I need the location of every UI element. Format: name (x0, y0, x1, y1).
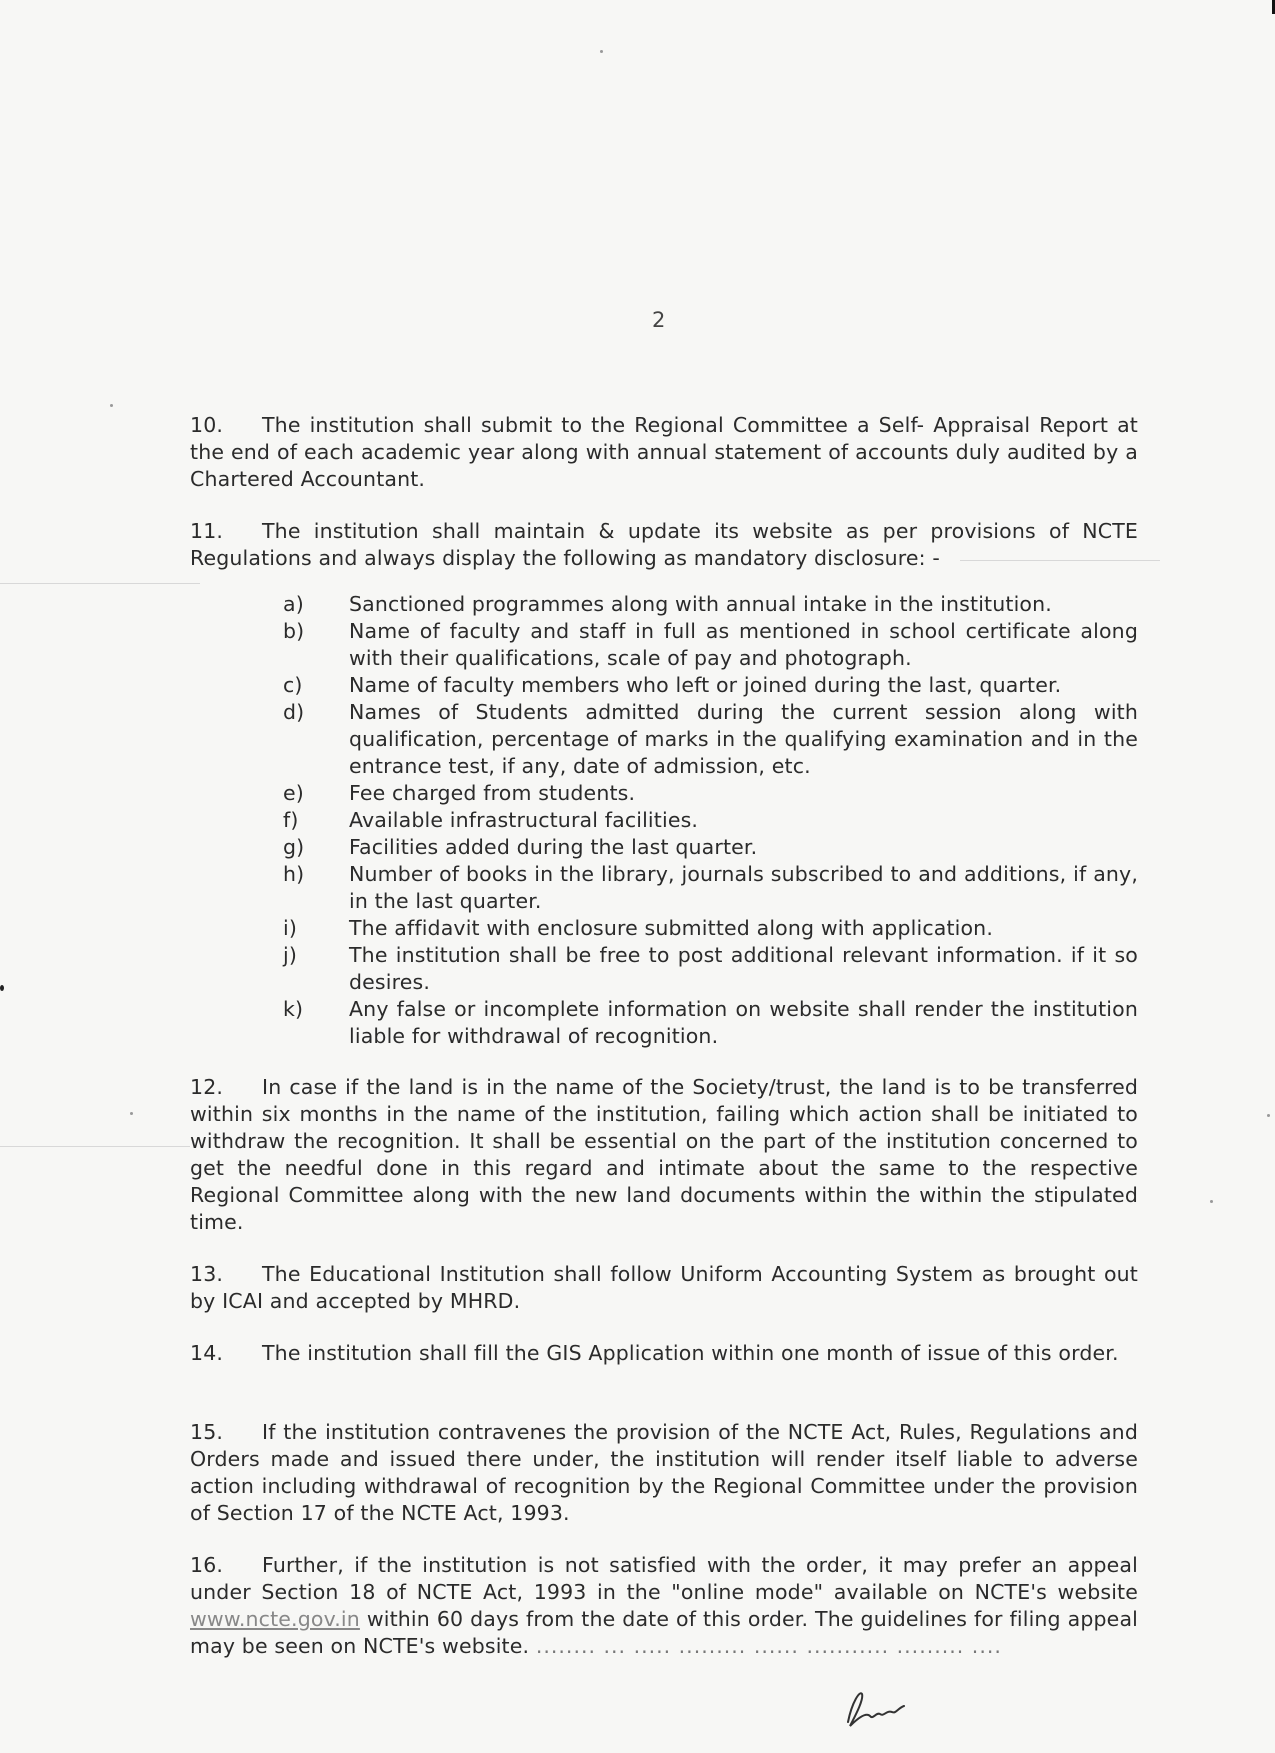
paragraph-text: Further, if the institution is not satisfied with the order, it may prefer an appeal under Section 18 of NCTE Act, 1993 in the "online mode" available on NCTE's website (190, 1553, 1138, 1604)
list-item-letter: i) (283, 916, 297, 940)
list-item (190, 780, 1138, 807)
paragraph-13 (190, 1261, 1138, 1315)
list-item-text: Number of books in the library, journals subscribed to and additions, if any, in the last quarter. (349, 862, 1138, 913)
list-item-letter: d) (283, 700, 305, 724)
paragraph-12 (190, 1074, 1138, 1236)
scan-speck (110, 404, 113, 407)
list-item (190, 942, 1138, 996)
list-item (190, 618, 1138, 672)
document-body (190, 412, 1138, 1685)
list-item (190, 807, 1138, 834)
list-item-text: Names of Students admitted during the current session along with qualification, percentage of marks in the qualifying examination and in the entrance test, if any, date of admission, etc. (349, 700, 1138, 778)
scan-speck (1267, 1114, 1270, 1117)
paragraph-number: 11. (190, 519, 224, 543)
list-item (190, 915, 1138, 942)
list-item-text: The affidavit with enclosure submitted along with application. (349, 916, 993, 940)
scan-speck (0, 985, 4, 991)
list-item-text: Available infrastructural facilities. (349, 808, 699, 832)
list-item-letter: a) (283, 592, 304, 616)
list-item-text: Sanctioned programmes along with annual intake in the institution. (349, 592, 1052, 616)
list-item (190, 699, 1138, 780)
paragraph-number: 15. (190, 1420, 224, 1444)
list-item (190, 996, 1138, 1050)
list-item (190, 672, 1138, 699)
page-number: 2 (652, 308, 666, 332)
paragraph-10 (190, 412, 1138, 493)
list-item (190, 591, 1138, 618)
paragraph-number: 12. (190, 1075, 224, 1099)
paragraph-16 (190, 1552, 1138, 1660)
list-item-letter: b) (283, 619, 305, 643)
list-item-text: Facilities added during the last quarter. (349, 835, 758, 859)
paragraph-text: The institution shall fill the GIS Application within one month of issue of this order. (262, 1341, 1119, 1365)
list-item-letter: f) (283, 808, 299, 832)
paragraph-text: In case if the land is in the name of the Society/trust, the land is to be transferred within six months in the name of the institution, failing which action shall be initiated to withdraw the recognition. It shall be essential on the part of the institution concerned to get the needful done in this regard and intimate about the same to the respective Regional Committee along with the new land documents within the within the stipulated time. (190, 1075, 1138, 1234)
scan-speck (130, 1112, 133, 1115)
list-item-text: Name of faculty and staff in full as mentioned in school certificate along with their qualifications, scale of pay and photograph. (349, 619, 1138, 670)
paragraph-number: 10. (190, 413, 224, 437)
list-item-letter: j) (283, 943, 297, 967)
list-item-text: Fee charged from students. (349, 781, 636, 805)
paragraph-14 (190, 1340, 1138, 1367)
list-item (190, 861, 1138, 915)
list-item-letter: c) (283, 673, 303, 697)
paragraph-text: If the institution contravenes the provision of the NCTE Act, Rules, Regulations and Orders made and issued there under, the institution will render itself liable to adverse action including withdrawal of recognition by the Regional Committee under the provision of Section 17 of the NCTE Act, 1993. (190, 1420, 1138, 1525)
scan-speck (600, 50, 603, 53)
list-item-letter: e) (283, 781, 304, 805)
paragraph-11 (190, 518, 1138, 572)
list-item-text: Name of faculty members who left or joined during the last, quarter. (349, 673, 1062, 697)
scan-speck (1210, 1200, 1213, 1203)
list-item-letter: g) (283, 835, 305, 859)
list-item-letter: k) (283, 997, 304, 1021)
paragraph-text: The institution shall submit to the Regional Committee a Self- Appraisal Report at the end of each academic year along with annual statement of accounts duly audited by a Chartered Accountant. (190, 413, 1138, 491)
ncte-website-link[interactable]: www.ncte.gov.in (190, 1607, 360, 1631)
paragraph-text: The institution shall maintain & update its website as per provisions of NCTE Regulations and always display the following as mandatory disclosure: - (190, 519, 1138, 570)
list-item-text: The institution shall be free to post additional relevant information. if it so desires. (349, 943, 1138, 994)
scan-artifact-line (0, 583, 200, 584)
paragraph-15 (190, 1419, 1138, 1527)
list-item (190, 834, 1138, 861)
mandatory-disclosure-list (190, 591, 1138, 1050)
trailing-dots: ........ ... ..... ......... ...... ........... ......... .... (535, 1634, 1002, 1658)
list-item-text: Any false or incomplete information on website shall render the institution liable for withdrawal of recognition. (349, 997, 1138, 1048)
paragraph-number: 13. (190, 1262, 224, 1286)
scan-artifact-line (0, 1146, 190, 1147)
paragraph-text-continued: within 60 days from the date of this order. The guidelines for filing appeal may be seen on NCTE's website. (190, 1607, 1138, 1658)
list-item-letter: h) (283, 862, 305, 886)
paragraph-number: 14. (190, 1341, 224, 1365)
handwritten-signature (840, 1682, 920, 1732)
paragraph-text: The Educational Institution shall follow Uniform Accounting System as brought out by ICAI and accepted by MHRD. (190, 1262, 1138, 1313)
paragraph-number: 16. (190, 1553, 224, 1577)
